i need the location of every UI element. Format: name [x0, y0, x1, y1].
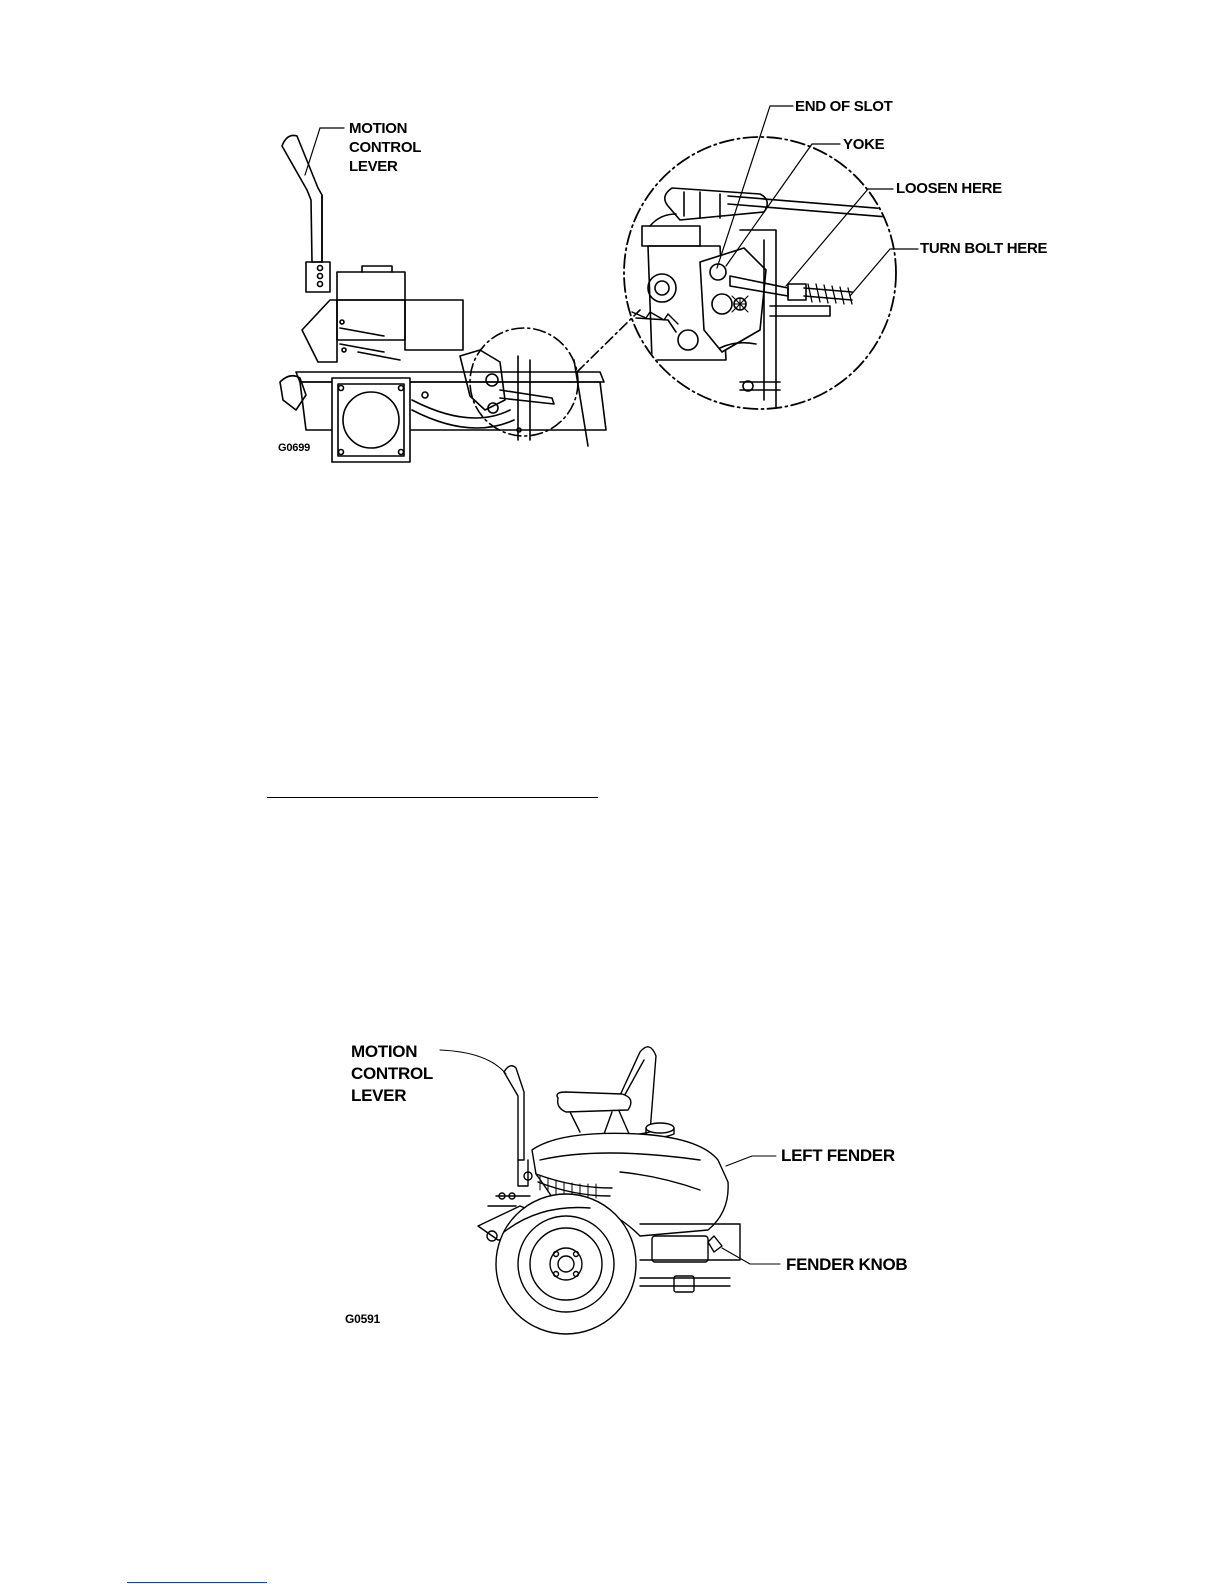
end-of-slot-label: END OF SLOT: [795, 98, 893, 115]
turn-bolt-here-label: TURN BOLT HERE: [920, 240, 1048, 257]
left-fender-label: LEFT FENDER: [781, 1146, 895, 1165]
figure-code: G0699: [278, 442, 311, 454]
fender-knob-label: FENDER KNOB: [786, 1255, 908, 1274]
figure-code: G0591: [345, 1312, 381, 1326]
motion-control-lever-label: MOTION CONTROL LEVER: [351, 1042, 433, 1105]
seat-drawing: [557, 1092, 631, 1112]
loosen-here-label: LOOSEN HERE: [896, 180, 1002, 197]
motion-control-lever-label: MOTION CONTROL LEVER: [349, 120, 422, 175]
rear-wheel-drawing: [496, 1194, 636, 1334]
yoke-label: YOKE: [843, 136, 885, 153]
seat-back-drawing: [616, 1047, 656, 1136]
footer-rule: [127, 1582, 267, 1583]
motion-control-lever-drawing: [504, 1066, 524, 1160]
